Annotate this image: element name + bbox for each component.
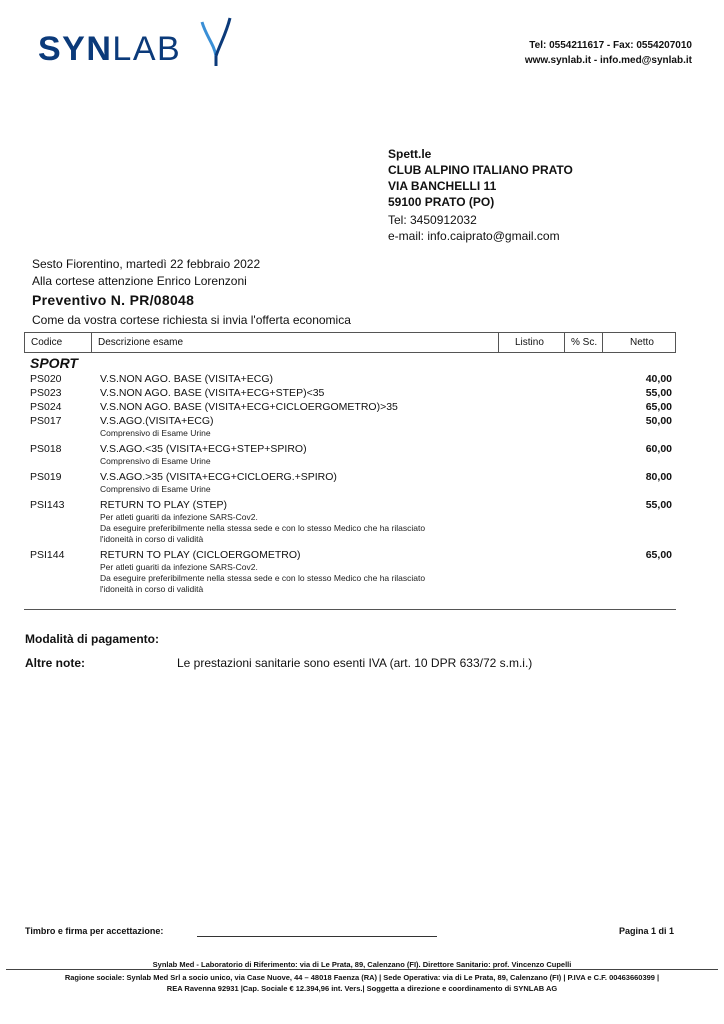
table-row xyxy=(30,400,672,414)
footer-legal xyxy=(0,972,724,994)
row-price: 80,00 xyxy=(645,471,672,483)
row-note: Comprensivo di Esame Urine xyxy=(100,484,211,494)
table-row xyxy=(30,470,672,498)
letter-header xyxy=(32,256,260,290)
col-code: Codice xyxy=(25,333,92,352)
recipient-tel: Tel: 3450912032 xyxy=(388,213,477,227)
row-description: V.S.AGO.(VISITA+ECG) xyxy=(100,415,214,427)
logo-wordmark: SYNLAB xyxy=(38,30,182,68)
row-note: Comprensivo di Esame Urine xyxy=(100,428,211,438)
table-row xyxy=(30,372,672,386)
footer-legal-line2: REA Ravenna 92931 |Cap. Sociale € 12.394,96 int. Vers.| Soggetta a direzione e coordinamento di SYNLAB AG xyxy=(166,984,558,993)
recipient-block xyxy=(388,146,573,244)
footer-lab-info: Synlab Med - Laboratorio di Riferimento: via di Le Prata, 89, Calenzano (FI). Direttore Sanitario: prof. Vincenzo Cupelli xyxy=(152,960,572,969)
row-price: 55,00 xyxy=(645,387,672,399)
row-description: RETURN TO PLAY (STEP) xyxy=(100,499,227,511)
place-date: Sesto Fiorentino, martedì 22 febbraio 2022 xyxy=(32,257,261,271)
row-note: Per atleti guariti da infezione SARS-Cov2. Da eseguire preferibilmente nella stessa sede e con lo stesso Medico che ha rilasciato l'idoneità in corso di validità xyxy=(100,562,426,594)
footer-legal-line1: Ragione sociale: Synlab Med Srl a socio unico, via Case Nuove, 44 – 48018 Faenza (RA) | Sede Operativa: via di Le Prata, 89, Calenzano (FI) | P.IVA e C.F. 00463660399 | xyxy=(64,973,660,982)
recipient-salutation: Spett.le xyxy=(388,147,432,161)
row-code: PS018 xyxy=(30,443,62,455)
row-price: 60,00 xyxy=(645,443,672,455)
row-price: 65,00 xyxy=(645,401,672,413)
row-code: PS019 xyxy=(30,471,62,483)
row-description: V.S.NON AGO. BASE (VISITA+ECG+CICLOERGOMETRO)>35 xyxy=(100,401,398,413)
table-row xyxy=(30,442,672,470)
section-title: SPORT xyxy=(30,355,78,371)
col-description: Descrizione esame xyxy=(92,333,499,352)
row-price: 50,00 xyxy=(645,415,672,427)
row-description: V.S.AGO.<35 (VISITA+ECG+STEP+SPIRO) xyxy=(100,443,307,455)
footer-rule xyxy=(6,969,718,970)
col-list-price: Listino xyxy=(499,333,565,352)
other-notes-text: Le prestazioni sanitarie sono esenti IVA (art. 10 DPR 633/72 s.m.i.) xyxy=(177,656,533,670)
recipient-name: CLUB ALPINO ITALIANO PRATO xyxy=(388,163,573,177)
page-number: Pagina 1 di 1 xyxy=(618,926,674,936)
table-row xyxy=(30,386,672,400)
table-row xyxy=(30,548,672,595)
row-code: PSI144 xyxy=(30,549,65,561)
row-code: PS020 xyxy=(30,373,62,385)
col-discount: % Sc. xyxy=(565,333,603,352)
recipient-email: e-mail: info.caiprato@gmail.com xyxy=(388,229,560,243)
quote-number: Preventivo N. PR/08048 xyxy=(32,292,195,308)
row-code: PS023 xyxy=(30,387,62,399)
row-description: RETURN TO PLAY (CICLOERGOMETRO) xyxy=(100,549,301,561)
attention-line: Alla cortese attenzione Enrico Lorenzoni xyxy=(32,274,247,288)
row-description: V.S.NON AGO. BASE (VISITA+ECG+STEP)<35 xyxy=(100,387,325,399)
signature-line xyxy=(197,936,437,937)
row-price: 65,00 xyxy=(645,549,672,561)
table-row xyxy=(30,414,672,442)
table-bottom-rule xyxy=(24,609,676,610)
row-price: 55,00 xyxy=(645,499,672,511)
col-net: Netto xyxy=(630,337,654,348)
row-code: PS017 xyxy=(30,415,62,427)
table-row xyxy=(30,498,672,548)
payment-label: Modalità di pagamento: xyxy=(25,632,160,646)
recipient-street: VIA BANCHELLI 11 xyxy=(388,179,497,193)
table-header xyxy=(24,332,676,353)
logo-wave-icon xyxy=(196,16,236,68)
row-code: PSI143 xyxy=(30,499,65,511)
intro-text: Come da vostra cortese richiesta si invia l'offerta economica xyxy=(32,313,351,327)
contact-phone: Tel: 0554211617 - Fax: 0554207010 xyxy=(529,40,692,51)
row-code: PS024 xyxy=(30,401,62,413)
contact-info xyxy=(525,38,692,68)
contact-web: www.synlab.it - info.med@synlab.it xyxy=(524,55,692,66)
row-description: V.S.NON AGO. BASE (VISITA+ECG) xyxy=(100,373,274,385)
row-note: Comprensivo di Esame Urine xyxy=(100,456,211,466)
table-body xyxy=(30,372,672,595)
signature-label: Timbro e firma per accettazione: xyxy=(25,926,164,936)
recipient-city: 59100 PRATO (PO) xyxy=(388,195,495,209)
row-note: Per atleti guariti da infezione SARS-Cov2. Da eseguire preferibilmente nella stessa sede e con lo stesso Medico che ha rilasciato l'idoneità in corso di validità xyxy=(100,512,426,544)
row-description: V.S.AGO.>35 (VISITA+ECG+CICLOERG.+SPIRO) xyxy=(100,471,337,483)
row-price: 40,00 xyxy=(645,373,672,385)
other-notes-label: Altre note: xyxy=(25,656,85,670)
